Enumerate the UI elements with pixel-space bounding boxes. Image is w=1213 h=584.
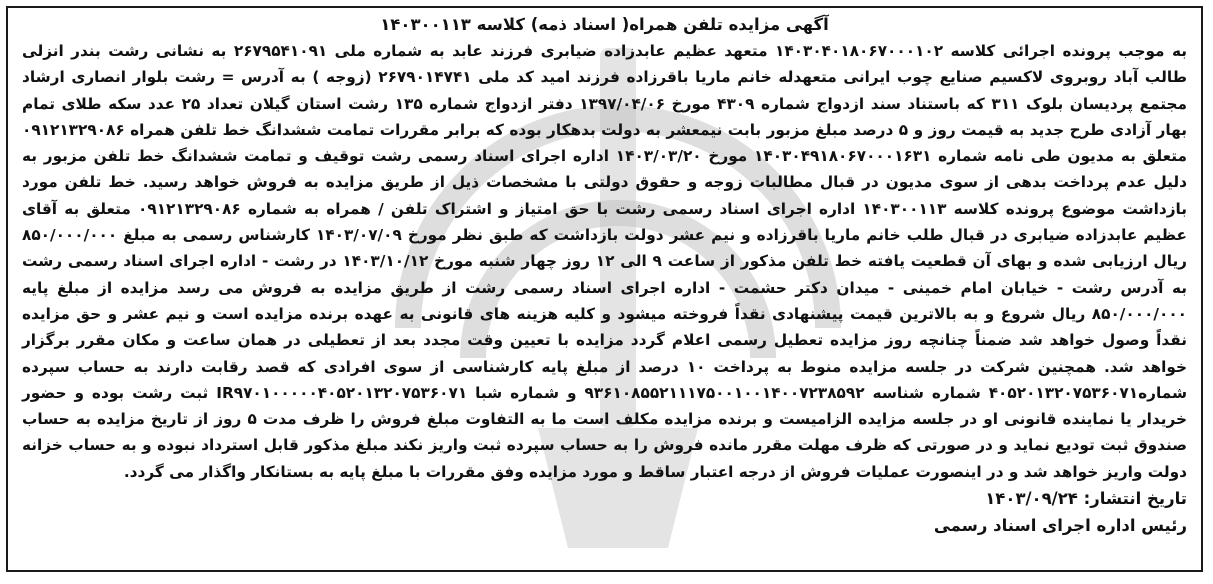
signature: رئیس اداره اجرای اسناد رسمی xyxy=(933,516,1187,536)
notice-content xyxy=(8,8,1201,539)
notice-box xyxy=(6,6,1203,572)
publish-date: تاریخ انتشار: ۱۴۰۳/۰۹/۲۴ xyxy=(985,489,1187,509)
notice-body: به موجب پرونده اجرائی کلاسه ۱۴۰۳۰۴۰۱۸۰۶۷۰۰۰۱۰۲ متعهد عظیم عابدزاده ضیابری فرزند عابد به شماره ملی ۲۶۷۹۵۴۱۰۹۱ به نشانی رشت بندر انزلی طالب آباد روبروی لاکسیم صنایع چوب ایرانی متعهدله خانم ماریا باقرزاده فرزند امید کد ملی ۲۶۷۹۰۱۴۷۴۱ (زوجه ) به آدرس = رشت بلوار انصاری ارشاد مجتمع پردیسان بلوک ۳۱۱ که باستناد سند ازدواج شماره ۴۳۰۹ مورخ ۱۳۹۷/۰۴/۰۶ دفتر ازدواج شماره ۱۳۵ رشت استان گیلان تعداد ۲۵ عدد سکه طلای تمام بهار آزادی طرح جدید به قیمت روز و ۵ درصد مبلغ مزبور بابت نیمعشر به دولت بدهکار بوده که برابر مقررات تمامت ششدانگ خط تلفن همراه ۰۹۱۲۱۳۲۹۰۸۶ متعلق به مدیون طی نامه شماره ۱۴۰۳۰۴۹۱۸۰۶۷۰۰۰۱۶۳۱ مورخ ۱۴۰۳/۰۳/۲۰ اداره اجرای اسناد رسمی رشت توقیف و تمامت ششدانگ خط تلفن مزبور به دلیل عدم پرداخت بدهی از سوی مدیون در قبال مطالبات زوجه و حقوق دولتی با مشخصات ذیل از طریق مزایده به فروش خواهد رسید. خط تلفن مورد بازداشت موضوع پرونده کلاسه ۱۴۰۳۰۰۱۱۳ اداره اجرای اسناد رسمی رشت با حق امتیاز و اشتراک تلفن / همراه به شماره ۰۹۱۲۱۳۲۹۰۸۶ متعلق به آقای عظیم عابدزاده ضیابری در قبال طلب خانم ماریا باقرزاده و نیم عشر دولت بازداشت که طبق نظر مورخ ۱۴۰۳/۰۷/۰۹ کارشناس رسمی به مبلغ ۸۵۰/۰۰۰/۰۰۰ ریال ارزیابی شده و بهای آن قطعیت یافته خط تلفن مذکور از ساعت ۹ الی ۱۲ روز چهار شنبه مورخ ۱۴۰۳/۱۰/۱۲ در رشت - اداره اجرای اسناد رسمی رشت به آدرس رشت - خیابان امام خمینی - میدان دکتر حشمت - اداره اجرای اسناد رسمی رشت از طریق مزایده به فروش می رسد مزایده از مبلغ پایه ۸۵۰/۰۰۰/۰۰۰ ریال شروع و به بالاترین قیمت پیشنهادی نقداً فروخته میشود و کلیه هزینه های قانونی به عهده برنده مزایده است و نیم عشر و حق مزایده نقداً وصول خواهد شد ضمناً چنانچه روز مزایده تعطیل رسمی اعلام گردد مزایده با تعیین وقت مجدد بعد از تعطیلی در همان ساعت و مکان مقرر برگزار خواهد شد. همچنین شرکت در جلسه مزایده منوط به پرداخت ۱۰ درصد از مبلغ پایه کارشناسی از سوی افرادی که قصد رقابت دارند به حساب سپرده شماره۴۰۵۲۰۱۳۲۰۷۵۳۶۰۷۱ شماره شناسه ۹۳۶۱۰۸۵۵۲۱۱۱۷۵۰۰۱۰۰۱۴۰۰۷۲۳۸۵۹۲ و شماره شبا IR۹۷۰۱۰۰۰۰۰۴۰۵۲۰۱۳۲۰۷۵۳۶۰۷۱ ثبت رشت بوده و حضور خریدار یا نماینده قانونی او در جلسه مزایده الزامیست و برنده مزایده مکلف است ما به التفاوت مبلغ فروش را ظرف مدت ۵ روز از تاریخ مزایده به حساب صندوق ثبت تودیع نماید و در صورتی که ظرف مهلت مقرر مانده فروش را به حساب سپرده ثبت واریز نکند مبلغ مذکور قابل استرداد نبوده و به حساب خزانه دولت واریز خواهد شد و در اینصورت عملیات فروش از درجه اعتبار ساقط و مورد مزایده وفق مقررات با مبلغ پایه به بستانکار واگذار می گردد. xyxy=(22,42,1188,481)
notice-title: آگهی مزایده تلفن همراه( اسناد ذمه) کلاسه ۱۴۰۳۰۰۱۱۳ xyxy=(380,15,829,34)
